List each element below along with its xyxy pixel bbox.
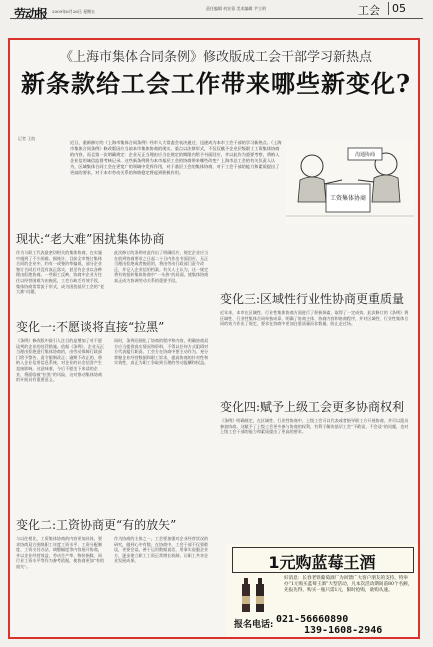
advertisement[interactable] bbox=[226, 544, 418, 636]
section-heading-status: 现状:“老大难”困扰集体协商 bbox=[16, 232, 165, 246]
column-change-three: 近年来，本市在区域性、行业性集体协商方面进行了积极探索，取得了一定成效。此次修订的《条例》将区域性、行业性集体合同单独成章，明确了协商主体、协商内容和协商程序，并对区域性、行业性集体合同的效力作出了规定，要求在协商中更加注重质量而非数量，防止走过场。 bbox=[220, 310, 409, 327]
illustration-sign-label: 沟通协商 bbox=[354, 152, 376, 158]
ad-title: 1元购蓝莓王酒 bbox=[268, 553, 376, 572]
article-lede: 近日，重新修订的《上海市集体合同条例》经市人大常委会表决通过，迅速成为本市工会干部的学习新热点。《上海市集体合同条例》修改版因应当前本市集体协商的现实，重点以法律形式，不仅仅赋予企业层级职工工资集体协商的内容，而且第一次明确规定：企业无正当理由应当在规定的期限内给予书面回应，并以此作为重要考察，将纳入企业信用诚信监督考核记录。这些新条例将为本市基层工会的协商带来哪些改变？上海市总工会的有关负责人认为，区域集体合同工会在更宽广的领域中发挥作用，对于基层工会的集体协商，对于工会干部的能力和素质提出了更高的要求，对于本市劳动关系的和谐稳定将起到积极作用。 bbox=[70, 140, 282, 175]
masthead bbox=[0, 0, 433, 30]
column-change-one-right: 同时，条例还细化了协商的程序和内容，明确协商双方应当提供真实情况和资料，不得以任何方式阻碍对方代表履行职责。工会方在协商中要主动作为，充分掌握企业经营数据和职工诉求，提高协商的针对性和实效性，真正为职工争取到合理的劳动报酬和权益。 bbox=[114, 338, 209, 366]
page-number: 05 bbox=[388, 2, 406, 15]
newspaper-logo: 劳动报 bbox=[14, 7, 48, 21]
section-heading-change-three: 变化三:区域性行业性协商更重质量 bbox=[220, 292, 405, 306]
column-change-one-left: 《条例》修改版中最引人注目的是增加了对不愿谈判的企业的处罚措施。依据《条例》，企业无正当理由拒绝进行集体协商的，由劳动保障行政部门给予警告，责令限期改正；逾期不改正的，将纳入企业信用信息系统，对企业的社会信誉产生直接影响。这意味着，今后不愿坐下来谈的企业，将面临被“拉黑”的风险，这对推动集体协商的开展具有重要意义。 bbox=[16, 338, 105, 383]
article-kicker: 《上海市集体合同条例》修改版成工会干部学习新热点 bbox=[59, 50, 372, 65]
cartoon-illustration bbox=[286, 140, 414, 224]
section-heading-change-two: 变化二:工资协商更“有的放矢” bbox=[16, 518, 177, 532]
ad-phone-primary[interactable]: 021-56660890 bbox=[276, 614, 349, 625]
article-headline: 新条款给工会工作带来哪些新变化? bbox=[20, 69, 412, 98]
illustration-paper-label: 工资集体协商 bbox=[329, 195, 367, 202]
ad-phone-mobile[interactable]: 139-1608-2946 bbox=[304, 625, 383, 636]
section-heading-change-one: 变化一:不愿谈将直接“拉黑” bbox=[16, 320, 165, 334]
issue-date: 2009年6月26日 星期五 bbox=[52, 9, 96, 14]
column-status-right: 此次修订的条例对此作出了明确回应，规定企业应当在收到协商要求之日起二十日内作出书面回应，无正当理由拒绝或者拖延的，将由劳动行政部门责令改正，并记入企业信用档案。有关人士认为，这一规定将有效扭转集体协商中“一头热”的局面，使集体协商真正成为协调劳动关系的重要手段。 bbox=[114, 250, 209, 283]
ad-body: 好消息：长春老铁葡萄酒厂为回馈广大客户朋友的支持，特举办“1元购买蓝莓王酒”大型活动，凡本次活动期间前80个名额，先报先得，购买一瓶只需1元，限时抢购，欲购从速。 bbox=[284, 576, 413, 594]
ad-phone-label: 报名电话: bbox=[234, 620, 274, 630]
section-name: 工会 bbox=[358, 4, 380, 17]
editor-credits: 责任编辑 何宏蓉 美术编辑 尹立明 bbox=[206, 6, 266, 11]
section-heading-change-four: 变化四:赋予上级工会更多协商权利 bbox=[220, 400, 405, 414]
article-frame bbox=[8, 38, 420, 639]
column-status-left: 作为与职工代表最密切相关的集体协商，在实施中遇到了不少困难。据统计，目前全市签订集体合同的企业中，约有一成签约率偏低，部分企业签订合同后并没有真正落实，甚至有企业以各种理由拒绝协商。一些职工反映，协商中企业方往往以经营困难为由拖延，工会方缺乏有效手段，集体协商常常流于形式，成为困扰基层工会的“老大难”问题。 bbox=[16, 250, 105, 295]
reporter-byline: 记者 王皖 bbox=[18, 136, 36, 141]
column-change-four: 《条例》明确规定，在区域性、行业性协商中，上级工会可以代表或者指导职工方开展协商，并可以派员参加协商。这赋予了上级工会更多参与协商的权利，有利于解决基层工会“不敢谈、不会谈”的问题，也对上级工会干部的能力和素质提出了更高的要求。 bbox=[220, 418, 409, 435]
wine-bottle-icon bbox=[236, 576, 276, 614]
column-change-two-right: 作为协商的主体之一，工会要加强对企业经营状况的研究，做到心中有数。在协商中，工会干部不仅要敢谈，更要会谈，善于运用数据说话，用事实说服企业方，逐步建立职工工资正常增长机制，让职工共享企业发展成果。 bbox=[114, 536, 209, 564]
column-change-two-left: 与以往相比，工资集体协商的内容更加具体，要求协商双方围绕职工年度工资水平、工资分配制度、工资支付办法、调整幅度等内容展开协商，并以企业经营效益、劳动生产率、物价指数、同行业工资水平等作为参考依据，使协商更加“有的放矢”。 bbox=[16, 536, 105, 569]
header-rule bbox=[10, 18, 423, 19]
